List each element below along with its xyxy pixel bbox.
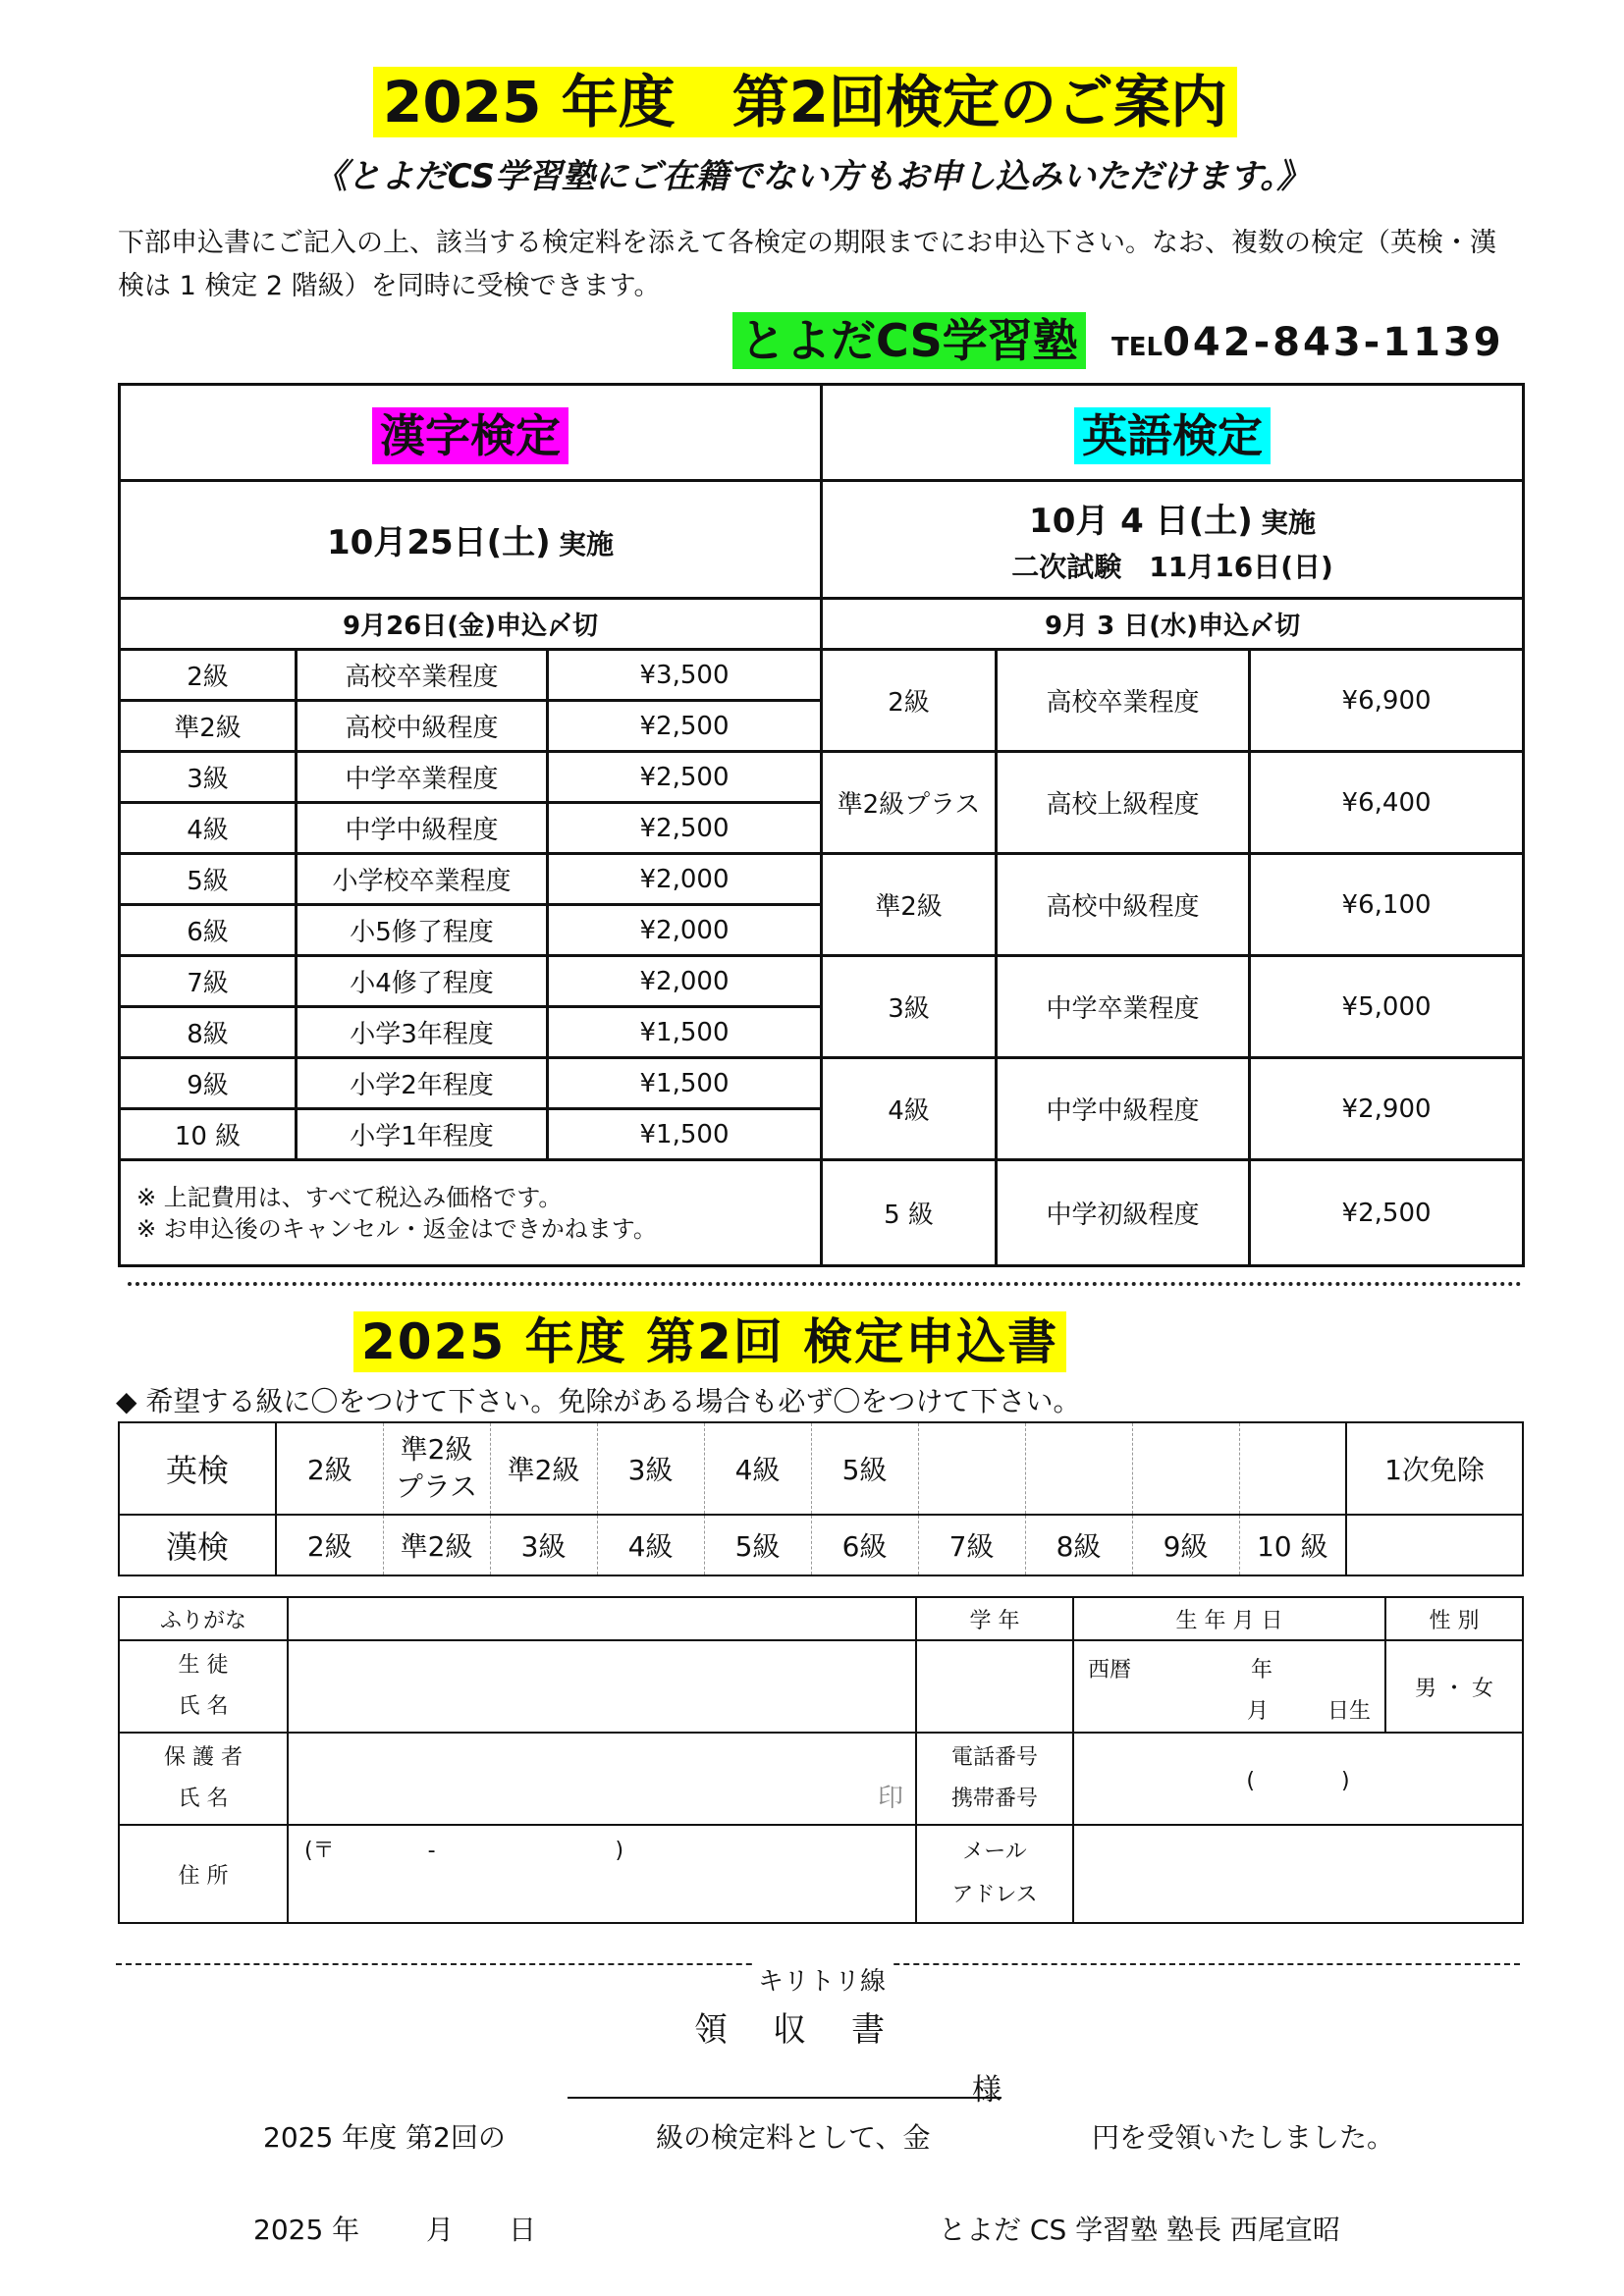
guardian-name-field[interactable] bbox=[288, 1733, 916, 1825]
table-cell: ¥2,900 bbox=[1250, 1058, 1524, 1160]
table-cell: ¥6,100 bbox=[1250, 854, 1524, 956]
table-cell: 中学卒業程度 bbox=[297, 752, 548, 803]
eiken-grade-option[interactable]: 準2級 bbox=[490, 1422, 597, 1515]
application-title: 2025 年度 第2回 検定申込書 bbox=[353, 1311, 1066, 1372]
table-cell: 4級 bbox=[822, 1058, 997, 1160]
eiken-grade-option[interactable]: 5級 bbox=[811, 1422, 918, 1515]
table-cell: ¥2,000 bbox=[548, 956, 822, 1007]
empty-cell bbox=[1346, 1515, 1523, 1575]
table-cell: ¥1,500 bbox=[548, 1109, 822, 1160]
table-cell: ¥3,500 bbox=[548, 650, 822, 701]
table-cell: 2級 bbox=[120, 650, 297, 701]
postal-code-field[interactable]: (〒 ‐ ) bbox=[304, 1839, 624, 1863]
table-cell: 高校卒業程度 bbox=[997, 650, 1250, 752]
honorific: 様 bbox=[972, 2073, 1001, 2108]
kanken-grade-option[interactable]: 6級 bbox=[811, 1515, 918, 1575]
table-cell: 3級 bbox=[822, 956, 997, 1058]
school-name: とよだCS学習塾 bbox=[732, 312, 1086, 369]
receipt-text-c: 円を受領いたしました。 bbox=[1092, 2121, 1395, 2154]
table-cell: 9級 bbox=[120, 1058, 297, 1109]
eiken-header-cell bbox=[822, 385, 1524, 481]
receipt-day: 日 bbox=[509, 2214, 537, 2246]
table-cell: 8級 bbox=[120, 1007, 297, 1058]
eiken-second-exam: 二次試験 11月16日(日) bbox=[1011, 551, 1333, 583]
empty-cell bbox=[1239, 1422, 1346, 1515]
tel-number: TEL042-843-1139 bbox=[1111, 320, 1504, 365]
address-label: 住 所 bbox=[119, 1825, 288, 1923]
kanji-header: 漢字検定 bbox=[372, 407, 568, 464]
kanken-grade-option[interactable]: 10 級 bbox=[1239, 1515, 1346, 1575]
eiken-row-label: 英検 bbox=[119, 1422, 276, 1515]
receipt-text-b: 級の検定料として、金 bbox=[656, 2121, 931, 2154]
birthdate-label: 生 年 月 日 bbox=[1073, 1597, 1385, 1640]
table-cell: 3級 bbox=[120, 752, 297, 803]
table-cell: 5級 bbox=[120, 854, 297, 905]
eiken-header: 英語検定 bbox=[1074, 407, 1271, 464]
receipt-year: 2025 年 bbox=[253, 2214, 360, 2246]
table-cell: 小学校卒業程度 bbox=[297, 854, 548, 905]
table-cell: 準2級 bbox=[822, 854, 997, 956]
kanken-grade-option[interactable]: 9級 bbox=[1132, 1515, 1239, 1575]
eiken-grade-option[interactable]: 準2級 プラス bbox=[383, 1422, 490, 1515]
empty-cell bbox=[918, 1422, 1025, 1515]
student-name-label: 生 徒 氏 名 bbox=[119, 1640, 288, 1733]
kanken-grade-option[interactable]: 3級 bbox=[490, 1515, 597, 1575]
table-cell: ¥6,400 bbox=[1250, 752, 1524, 854]
eiken-grade-option[interactable]: 3級 bbox=[597, 1422, 704, 1515]
table-cell: 小5修了程度 bbox=[297, 905, 548, 956]
email-label: メール アドレス bbox=[916, 1825, 1073, 1923]
table-cell: ¥5,000 bbox=[1250, 956, 1524, 1058]
table-cell: ¥6,900 bbox=[1250, 650, 1524, 752]
kanken-grade-option[interactable]: 8級 bbox=[1025, 1515, 1132, 1575]
email-field[interactable] bbox=[1073, 1825, 1523, 1923]
intro-text: 下部申込書にご記入の上、該当する検定料を添えて各検定の期限までにお申込下さい。なお、複数の検定（英検・漢検は 1 検定 2 階級）を同時に受検できます。 bbox=[118, 228, 1496, 301]
table-cell: 高校卒業程度 bbox=[297, 650, 548, 701]
table-cell: 高校上級程度 bbox=[997, 752, 1250, 854]
table-cell: 中学卒業程度 bbox=[997, 956, 1250, 1058]
gender-label: 性 別 bbox=[1385, 1597, 1523, 1640]
subtitle: 《とよだCS学習塾にご在籍でない方もお申し込みいただけます。》 bbox=[313, 157, 1311, 196]
table-cell: ¥2,500 bbox=[548, 803, 822, 854]
eiken-deadline: 9月 3 日(水)申込〆切 bbox=[822, 599, 1524, 650]
table-cell: 準2級 bbox=[120, 701, 297, 752]
kanken-grade-option[interactable]: 4級 bbox=[597, 1515, 704, 1575]
table-cell: ¥1,500 bbox=[548, 1058, 822, 1109]
kanken-row-label: 漢検 bbox=[119, 1515, 276, 1575]
table-cell: ¥2,500 bbox=[1250, 1160, 1524, 1266]
table-cell: 高校中級程度 bbox=[997, 854, 1250, 956]
furigana-label: ふりがな bbox=[119, 1597, 288, 1640]
phone-field[interactable]: ( ) bbox=[1073, 1733, 1523, 1825]
address-field[interactable] bbox=[288, 1825, 916, 1923]
birthdate-field[interactable]: 西暦 年 月 日生 bbox=[1073, 1640, 1385, 1733]
kanken-grade-option[interactable]: 5級 bbox=[704, 1515, 811, 1575]
table-cell: 中学初級程度 bbox=[997, 1160, 1250, 1266]
table-cell: ¥2,000 bbox=[548, 854, 822, 905]
kanji-deadline: 9月26日(金)申込〆切 bbox=[120, 599, 822, 650]
table-cell: ¥2,500 bbox=[548, 701, 822, 752]
table-cell: 小学3年程度 bbox=[297, 1007, 548, 1058]
kanji-header-cell bbox=[120, 385, 822, 481]
dotted-divider bbox=[128, 1282, 1522, 1286]
student-name-field[interactable] bbox=[288, 1640, 916, 1733]
furigana-field[interactable] bbox=[288, 1597, 916, 1640]
page-title: 2025 年度 第2回検定のご案内 bbox=[373, 67, 1237, 137]
eiken-exempt-option[interactable]: 1次免除 bbox=[1346, 1422, 1523, 1515]
empty-cell bbox=[1132, 1422, 1239, 1515]
table-cell: 高校中級程度 bbox=[297, 701, 548, 752]
seal-mark: 印 bbox=[877, 1784, 903, 1813]
table-cell: 小学2年程度 bbox=[297, 1058, 548, 1109]
kanji-date: 10月25日(土) 実施 bbox=[120, 481, 822, 599]
application-instruction: ◆ 希望する級に〇をつけて下さい。免除がある場合も必ず〇をつけて下さい。 bbox=[116, 1385, 1081, 1417]
phone-label: 電話番号 携帯番号 bbox=[916, 1733, 1073, 1825]
table-cell: 小4修了程度 bbox=[297, 956, 548, 1007]
cut-line-label: キリトリ線 bbox=[752, 1961, 892, 1998]
grade-selection-table bbox=[118, 1421, 1524, 1576]
table-cell: 2級 bbox=[822, 650, 997, 752]
table-cell: 準2級プラス bbox=[822, 752, 997, 854]
table-cell: 中学中級程度 bbox=[297, 803, 548, 854]
school-year-label: 学 年 bbox=[916, 1597, 1073, 1640]
kanji-notes: ※ 上記費用は、すべて税込み価格です。 ※ お申込後のキャンセル・返金はできかねます。 bbox=[120, 1160, 822, 1266]
recipient-name-line[interactable] bbox=[568, 2097, 1001, 2099]
table-cell: ¥1,500 bbox=[548, 1007, 822, 1058]
eiken-date: 10月 4 日(土) 実施 二次試験 11月16日(日) bbox=[822, 481, 1524, 599]
eiken-grade-option[interactable]: 4級 bbox=[704, 1422, 811, 1515]
table-cell: 7級 bbox=[120, 956, 297, 1007]
gender-field[interactable]: 男 ・ 女 bbox=[1385, 1640, 1523, 1733]
receipt-text-a: 2025 年度 第2回の bbox=[263, 2121, 506, 2154]
fee-table bbox=[118, 383, 1525, 1267]
kanken-grade-option[interactable]: 7級 bbox=[918, 1515, 1025, 1575]
table-cell: 中学中級程度 bbox=[997, 1058, 1250, 1160]
kanken-grade-option[interactable]: 準2級 bbox=[383, 1515, 490, 1575]
receipt-month: 月 bbox=[426, 2214, 455, 2246]
table-cell: 5 級 bbox=[822, 1160, 997, 1266]
receipt-issuer: とよだ CS 学習塾 塾長 西尾宣昭 bbox=[939, 2214, 1340, 2246]
table-cell: ¥2,000 bbox=[548, 905, 822, 956]
eiken-grade-option[interactable]: 2級 bbox=[276, 1422, 383, 1515]
table-cell: 6級 bbox=[120, 905, 297, 956]
guardian-name-label: 保 護 者 氏 名 bbox=[119, 1733, 288, 1825]
table-cell: 4級 bbox=[120, 803, 297, 854]
applicant-form bbox=[118, 1596, 1524, 1924]
table-cell: ¥2,500 bbox=[548, 752, 822, 803]
kanken-grade-option[interactable]: 2級 bbox=[276, 1515, 383, 1575]
table-cell: 10 級 bbox=[120, 1109, 297, 1160]
table-cell: 小学1年程度 bbox=[297, 1109, 548, 1160]
school-year-field[interactable] bbox=[916, 1640, 1073, 1733]
empty-cell bbox=[1025, 1422, 1132, 1515]
receipt-title: 領収書 bbox=[694, 2010, 930, 2050]
